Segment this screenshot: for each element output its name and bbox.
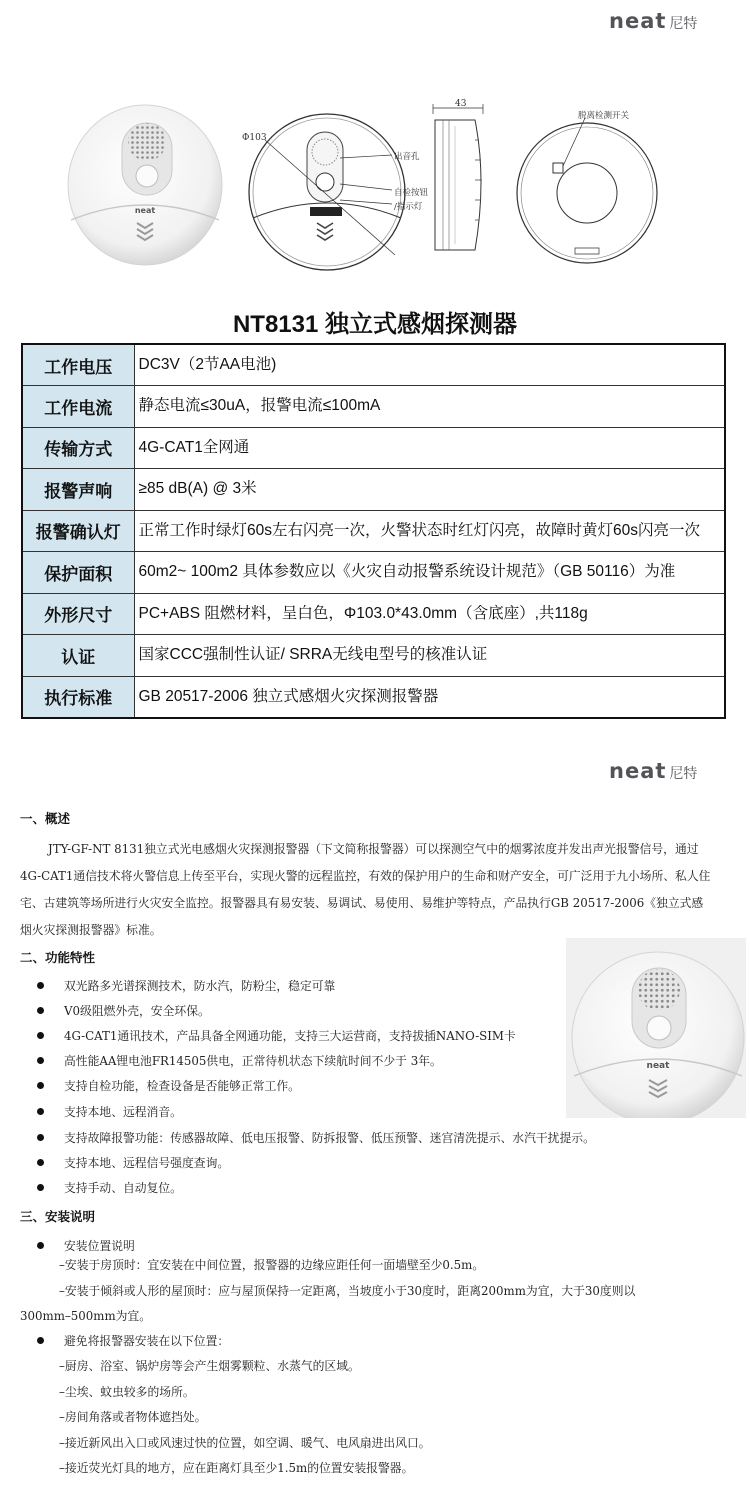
feature-item — [37, 1129, 595, 1146]
table-row — [22, 469, 725, 511]
install-bullet — [37, 1332, 229, 1349]
feature-text: 支持本地、远程信号强度查询。 — [64, 1156, 230, 1170]
table-row — [22, 635, 725, 677]
overview-heading: 一、概述 — [20, 811, 71, 826]
install-bullet-text: 安装位置说明 — [64, 1239, 135, 1253]
bullet-dot — [37, 1184, 44, 1191]
spec-key: 保护面积 — [22, 552, 134, 594]
feature-item — [37, 1154, 229, 1171]
feature-text: 高性能AA锂电池FR14505供电，正常待机状态下续航时间不少于 3年。 — [64, 1054, 442, 1068]
spec-key: 传输方式 — [22, 427, 134, 469]
spec-value: 正常工作时绿灯60s左右闪亮一次，火警状态时红灯闪亮，故障时黄灯60s闪亮一次 — [134, 510, 725, 552]
spec-key: 工作电压 — [22, 344, 134, 386]
table-row — [22, 552, 725, 594]
feature-item — [37, 1077, 300, 1094]
dim-height-label: 43 — [455, 99, 467, 109]
label-selftest-button: 自检按钮 — [394, 188, 429, 198]
install-line: –安装于倾斜或人形的屋顶时：应与屋顶保持一定距离，当坡度小于30度时，距离200mm为宜，大于30度则以 — [59, 1284, 636, 1298]
bullet-dot — [37, 1108, 44, 1115]
label-detach-switch: 脱离检测开关 — [578, 111, 630, 121]
feature-text: V0级阻燃外壳，安全环保。 — [64, 1004, 210, 1018]
spec-key: 执行标准 — [22, 676, 134, 718]
features-heading: 二、功能特性 — [20, 950, 96, 965]
product-photo-top — [65, 90, 225, 270]
bullet-dot — [37, 1242, 44, 1249]
brand-mark: neat — [609, 759, 667, 783]
product-photo-features — [566, 938, 746, 1118]
spec-value: 60m2~ 100m2 具体参数应以《火灾自动报警系统设计规范》（GB 50116）为准 — [134, 552, 725, 594]
svg-text:neat: neat — [134, 206, 156, 215]
feature-item — [37, 1052, 442, 1069]
table-row — [22, 676, 725, 718]
spec-value: 4G-CAT1全网通 — [134, 427, 725, 469]
feature-text: 支持故障报警功能：传感器故障、低电压报警、防拆报警、低压预警、迷宫清洗提示、水汽干扰提示。 — [64, 1131, 595, 1145]
spec-key: 外形尺寸 — [22, 593, 134, 635]
spec-key: 报警声响 — [22, 469, 134, 511]
install-line: –房间角落或者物体遮挡处。 — [59, 1410, 207, 1424]
bullet-dot — [37, 1159, 44, 1166]
table-row — [22, 344, 725, 386]
feature-text: 支持手动、自动复位。 — [64, 1181, 182, 1195]
table-row — [22, 593, 725, 635]
side-view-drawing — [425, 100, 495, 265]
label-indicator: /指示灯 — [394, 202, 423, 212]
spec-value: GB 20517-2006 独立式感烟火灾探测报警器 — [134, 676, 725, 718]
spec-value: 国家CCC强制性认证/ SRRA无线电型号的核准认证 — [134, 635, 725, 677]
base-view-drawing — [515, 108, 665, 268]
overview-paragraph: JTY-GF-NT 8131独立式光电感烟火灾探测报警器（下文简称报警器）可以探测空气中的烟雾浓度并发出声光报警信号，通过4G-CAT1通信技术将火警信息上传至平台，实现火警的远程监控，有效的保护用户的生命和财产安全，可广泛用于九小场所、私人住宅、古建筑等场所进行火灾安全监控。报警器具有易安装、易调试、易使用、易维护等特点，产品执行GB 20517-2006《独立式感烟火灾探测报警器》标准。 — [20, 842, 711, 937]
install-line: 300mm–500mm为宜。 — [20, 1309, 152, 1323]
table-row — [22, 386, 725, 428]
spec-key: 报警确认灯 — [22, 510, 134, 552]
spec-value: ≥85 dB(A) @ 3米 — [134, 469, 725, 511]
spec-value: DC3V（2节AA电池) — [134, 344, 725, 386]
svg-text:neat: neat — [646, 1061, 670, 1071]
install-line: –接近新风出入口或风速过快的位置，如空调、暖气、电风扇进出风口。 — [59, 1436, 431, 1450]
brand-cn: 尼特 — [669, 766, 698, 782]
bullet-dot — [37, 1082, 44, 1089]
feature-item — [37, 1002, 210, 1019]
feature-item — [37, 1179, 182, 1196]
feature-item — [37, 1027, 516, 1044]
spec-value: PC+ABS 阻燃材料，呈白色，Φ103.0*43.0mm（含底座）,共118g — [134, 593, 725, 635]
spec-table — [21, 343, 726, 719]
bullet-dot — [37, 1007, 44, 1014]
feature-item — [37, 977, 335, 994]
spec-value: 静态电流≤30uA，报警电流≤100mA — [134, 386, 725, 428]
feature-text: 支持本地、远程消音。 — [64, 1105, 182, 1119]
install-line: –厨房、浴室、锅炉房等会产生烟雾颗粒、水蒸气的区域。 — [59, 1359, 360, 1373]
install-line: –安装于房顶时：宜安装在中间位置，报警器的边缘应距任何一面墙壁至少0.5m。 — [59, 1258, 485, 1272]
install-bullet-text: 避免将报警器安装在以下位置： — [64, 1334, 230, 1348]
bullet-dot — [37, 1337, 44, 1344]
brand-logo-top — [609, 9, 697, 33]
label-leaders — [340, 140, 410, 220]
spec-key: 工作电流 — [22, 386, 134, 428]
table-row — [22, 427, 725, 469]
feature-text: 支持自检功能，检查设备是否能够正常工作。 — [64, 1079, 300, 1093]
dim-diameter-label: Φ103 — [242, 133, 267, 143]
spec-key: 认证 — [22, 635, 134, 677]
bullet-dot — [37, 982, 44, 989]
bullet-dot — [37, 1057, 44, 1064]
product-title: NT8131 独立式感烟探测器 — [232, 311, 518, 338]
install-heading: 三、安装说明 — [20, 1209, 96, 1224]
brand-mark: neat — [609, 9, 667, 33]
feature-item — [37, 1103, 182, 1120]
bullet-dot — [37, 1134, 44, 1141]
label-sound-hole: 出音孔 — [394, 152, 420, 162]
brand-logo-bottom — [609, 759, 697, 783]
feature-text: 双光路多光谱探测技术，防水汽，防粉尘，稳定可靠 — [64, 979, 336, 993]
install-line: –尘埃、蚊虫较多的场所。 — [59, 1385, 195, 1399]
feature-text: 4G-CAT1通讯技术，产品具备全网通功能，支持三大运营商，支持拔插NANO-SIM卡 — [64, 1029, 516, 1043]
install-line: –接近荧光灯具的地方，应在距离灯具至少1.5m的位置安装报警器。 — [59, 1461, 414, 1475]
brand-cn: 尼特 — [669, 16, 698, 32]
bullet-dot — [37, 1032, 44, 1039]
install-bullet — [37, 1237, 135, 1254]
table-row — [22, 510, 725, 552]
